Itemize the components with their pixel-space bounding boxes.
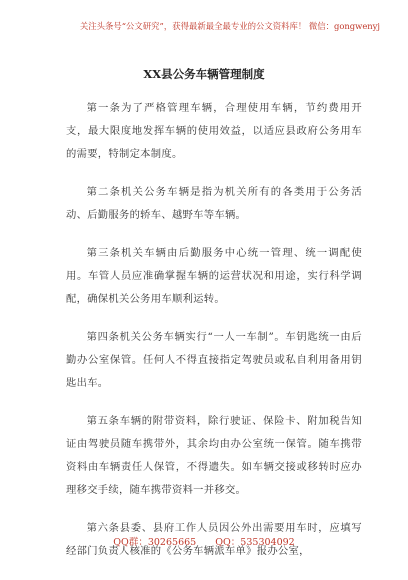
article-4-paragraph: 第四条机关公务车辆实行“一人一车制”。车钥匙统一由后勤办公室保管。任何人不得直接指定驾驶员或私自利用备用钥匙出车。 [66,331,362,389]
article-2-paragraph: 第二条机关公务车辆是指为机关所有的各类用于公务活动、后勤服务的轿车、越野车等车辆。 [66,186,362,221]
footer-contact [0,534,408,548]
article-3-paragraph: 第三条机关车辆由后勤服务中心统一管理、统一调配使用。车管人员应准确掌握车辆的运营状况和用途，实行科学调配，确保机关公务用车顺利运转。 [66,247,362,305]
article-1-paragraph: 第一条为了严格管理车辆，合理使用车辆，节约费用开支，最大限度地发挥车辆的使用效益，以适应县政府公务用车的需要，特制定本制度。 [66,102,362,160]
footer-qq-group: QQ群：30265665 [113,537,197,548]
article-6-paragraph: 第六条县委、县府工作人员因公外出需要用车时，应填写经部门负责人核准的《公务车辆派车单》报办公室， [66,522,362,557]
footer-qq: QQ：535304092 [215,537,295,548]
article-5-paragraph: 第五条车辆的附带资料，除行驶证、保险卡、附加税告知证由驾驶员随车携带外，其余均由办公室统一保管。随车携带资料由车辆责任人保管，不得遗失。如车辆交接或移转时应办理移交手续，随车携带资料一并移交。 [66,415,362,496]
header-promo-note: 关注头条号“公文研究”，获得最新最全最专业的公文资料库！ 微信：gongwenyj [79,21,380,31]
document-body [66,97,362,578]
document-title: XX县公务车辆管理制度 [143,67,265,81]
